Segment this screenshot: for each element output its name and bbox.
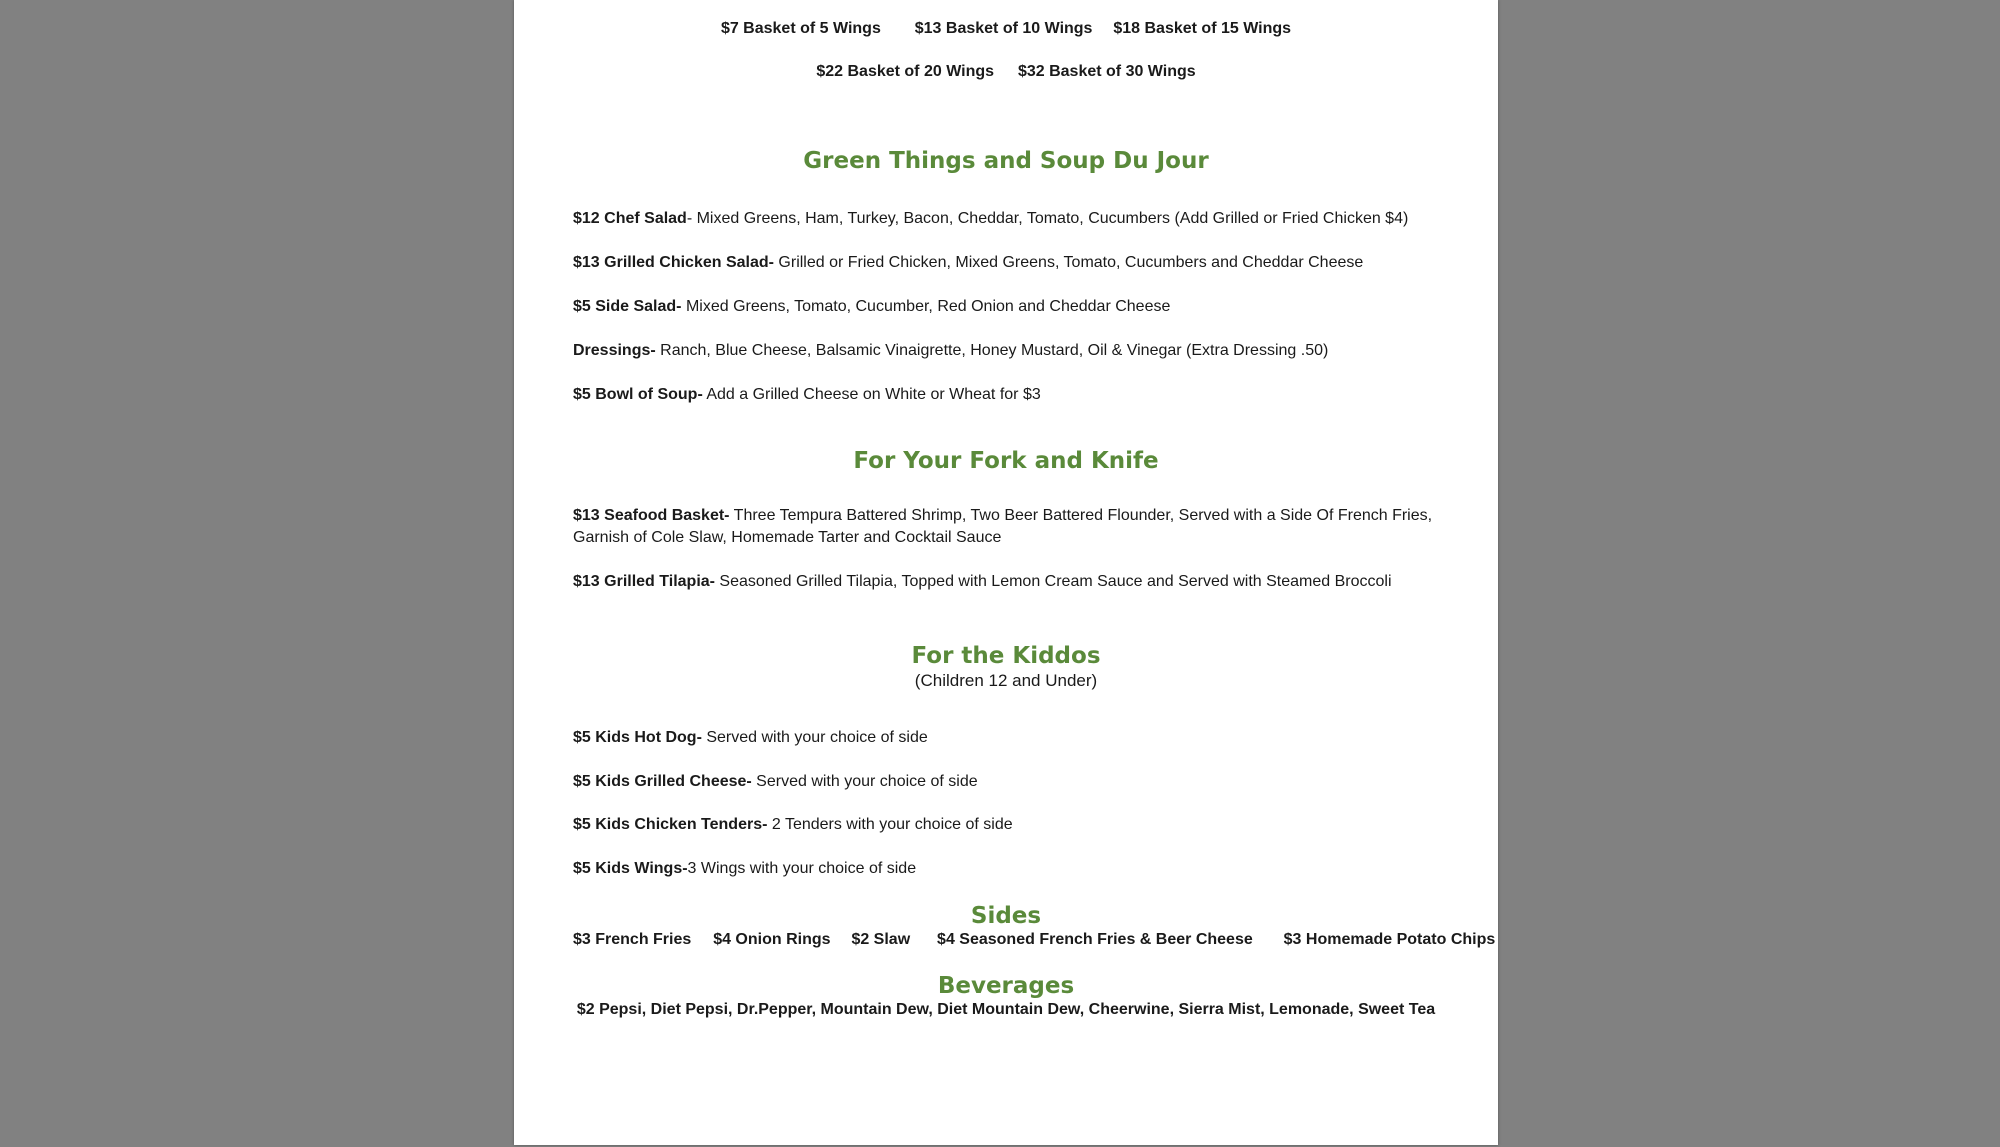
section-subtitle-kiddos: (Children 12 and Under) <box>914 671 1098 690</box>
item-desc: 2 Tenders with your choice of side <box>767 816 1013 833</box>
item-desc: Served with your choice of side <box>751 773 978 790</box>
section-title-fork-knife: For Your Fork and Knife <box>853 448 1159 474</box>
wings-option: $18 Basket of 15 Wings <box>1113 20 1292 37</box>
menu-item <box>573 814 1443 836</box>
section-title-kiddos: For the Kiddos <box>911 643 1101 669</box>
item-desc: Three Tempura Battered Shrimp, Two Beer Battered Flounder, Served with a Side Of French Fries, Garnish of Cole Slaw, Homemade Tarter and Cocktail Sauce <box>573 507 1433 546</box>
menu-item <box>573 858 1443 880</box>
wings-option: $32 Basket of 30 Wings <box>1017 63 1196 80</box>
item-name: $5 Kids Hot Dog- <box>573 729 702 746</box>
menu-item <box>573 771 1443 793</box>
section-title-beverages: Beverages <box>937 973 1075 999</box>
wings-option: $22 Basket of 20 Wings <box>816 63 995 80</box>
menu-item <box>573 727 1443 749</box>
item-desc: Seasoned Grilled Tilapia, Topped with Lemon Cream Sauce and Served with Steamed Broccoli <box>714 573 1392 590</box>
item-name: $5 Bowl of Soup- <box>573 386 703 403</box>
side-item: $3 French Fries <box>573 931 692 948</box>
item-desc: Served with your choice of side <box>701 729 928 746</box>
item-desc: Mixed Greens, Tomato, Cucumber, Red Onion and Cheddar Cheese <box>681 298 1171 315</box>
item-desc: Grilled or Fried Chicken, Mixed Greens, Tomato, Cucumbers and Cheddar Cheese <box>773 254 1364 271</box>
menu-item <box>573 296 1443 318</box>
menu-item <box>573 252 1443 274</box>
item-name: $5 Kids Wings- <box>573 860 688 877</box>
menu-item <box>573 208 1443 230</box>
menu-item <box>573 571 1443 593</box>
item-desc: Add a Grilled Cheese on White or Wheat for $3 <box>702 386 1041 403</box>
section-title-green-things: Green Things and Soup Du Jour <box>803 148 1209 174</box>
item-name: $12 Chef Salad <box>573 210 687 227</box>
menu-page <box>514 0 1498 1145</box>
sides-list <box>573 931 1495 949</box>
side-item: $2 Slaw <box>851 931 911 948</box>
item-name: $5 Kids Chicken Tenders- <box>573 816 768 833</box>
wings-option: $7 Basket of 5 Wings <box>720 20 881 37</box>
item-name: $5 Side Salad- <box>573 298 682 315</box>
item-name: $5 Kids Grilled Cheese- <box>573 773 752 790</box>
wings-row-1 <box>514 20 1498 38</box>
menu-item <box>573 340 1443 362</box>
side-item: $3 Homemade Potato Chips <box>1283 931 1496 948</box>
side-item: $4 Seasoned French Fries & Beer Cheese <box>937 931 1253 948</box>
menu-item <box>573 384 1443 406</box>
section-title-sides: Sides <box>970 903 1042 929</box>
side-item: $4 Onion Rings <box>713 931 831 948</box>
item-name: $13 Grilled Tilapia- <box>573 573 715 590</box>
menu-item <box>573 505 1443 549</box>
item-desc: Ranch, Blue Cheese, Balsamic Vinaigrette, Honey Mustard, Oil & Vinegar (Extra Dressing .50) <box>655 342 1329 359</box>
wings-row-2 <box>514 63 1498 81</box>
item-name: $13 Seafood Basket- <box>573 507 730 524</box>
item-desc: - Mixed Greens, Ham, Turkey, Bacon, Cheddar, Tomato, Cucumbers (Add Grilled or Fried Chicken $4) <box>686 210 1409 227</box>
item-name: $13 Grilled Chicken Salad- <box>573 254 774 271</box>
wings-option: $13 Basket of 10 Wings <box>914 20 1093 37</box>
item-desc: 3 Wings with your choice of side <box>687 860 917 877</box>
beverages-list: $2 Pepsi, Diet Pepsi, Dr.Pepper, Mountain Dew, Diet Mountain Dew, Cheerwine, Sierra Mist, Lemonade, Sweet Tea <box>576 1001 1436 1018</box>
item-name: Dressings- <box>573 342 656 359</box>
